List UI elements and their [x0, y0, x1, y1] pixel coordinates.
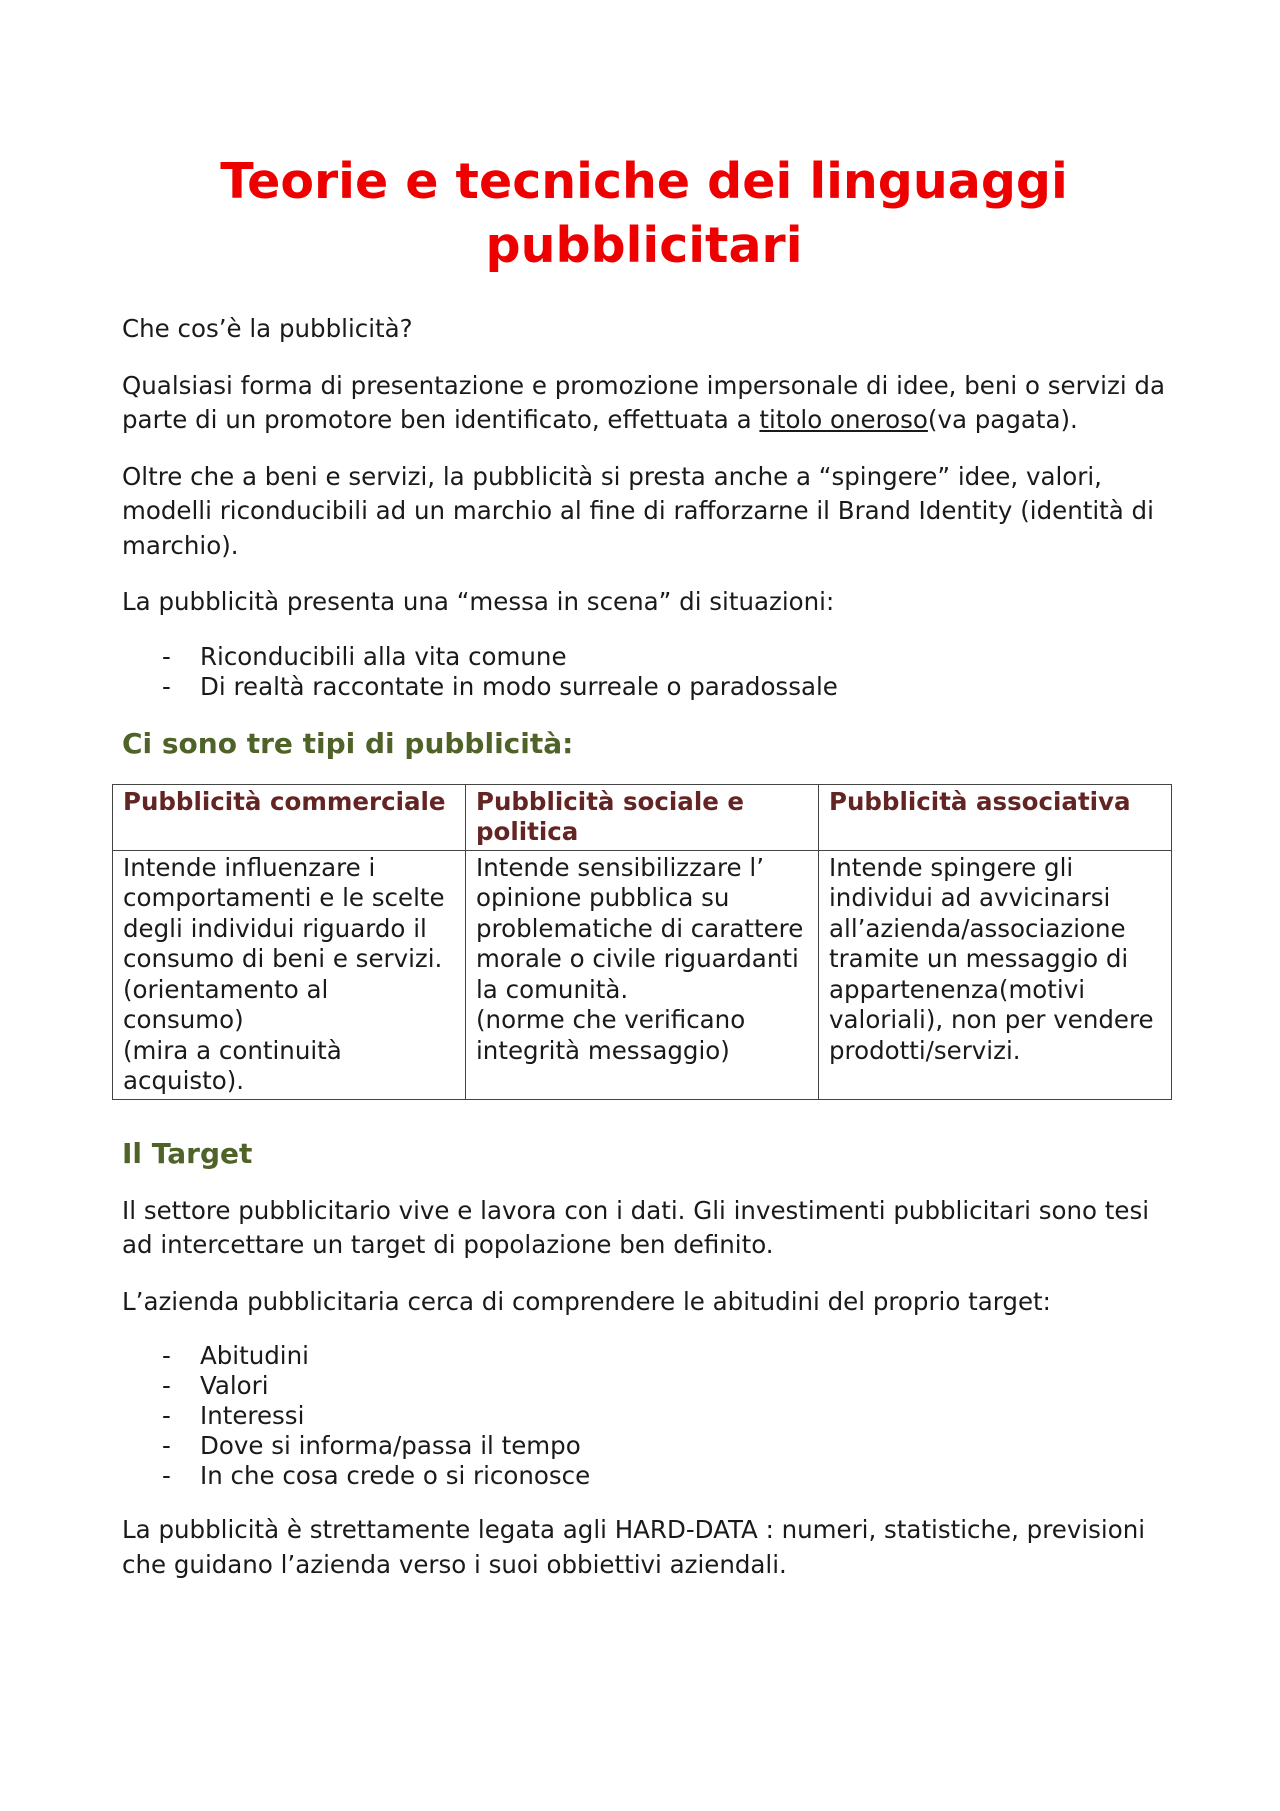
- list-item: - Di realtà raccontate in modo surreale o paradossale: [162, 671, 838, 701]
- target-paragraph-hard-data: La pubblicità è strettamente legata agli HARD-DATA : numeri, statistiche, previsioni che guidano l’azienda verso i suoi obbiettivi aziendali.: [122, 1515, 1146, 1579]
- list-dash: -: [162, 1431, 171, 1460]
- list-dash: -: [162, 1341, 171, 1370]
- table-header-row: [113, 784, 1172, 850]
- list-item: - In che cosa crede o si riconosce: [162, 1461, 591, 1490]
- list-item: - Valori: [162, 1371, 269, 1400]
- spacer: [122, 1100, 1166, 1134]
- section-heading-types: Ci sono tre tipi di pubblicità:: [122, 726, 574, 760]
- table-cell-associative: Intende spingere gli individui ad avvicinarsi all’azienda/associazione tramite un messaggio di appartenenza(motivi valoriali), non per vendere prodotti/servizi.: [819, 850, 1172, 1099]
- list-dash: -: [162, 641, 171, 671]
- list-item: - Interessi: [162, 1401, 305, 1430]
- definition-text-post: (va pagata).: [927, 405, 1078, 434]
- list-item: - Dove si informa/passa il tempo: [162, 1431, 581, 1460]
- table-row: [113, 850, 1172, 1099]
- intro-paragraph-scene: La pubblicità presenta una “messa in scena” di situazioni:: [122, 587, 835, 616]
- intro-paragraph-brand: Oltre che a beni e servizi, la pubblicità si presta anche a “spingere” idee, valori, modelli riconducibili ad un marchio al fine di rafforzarne il Brand Identity (identità di marchio).: [122, 461, 1154, 560]
- section-heading-target: Il Target: [122, 1136, 253, 1170]
- target-list: [122, 1341, 1166, 1491]
- list-dash: -: [162, 1371, 171, 1400]
- table-header-social: Pubblicità sociale e politica: [466, 784, 819, 850]
- intro-definition: [122, 369, 1166, 438]
- document-title: Teorie e tecniche dei linguaggi pubblicitari: [220, 153, 1068, 274]
- list-item: - Abitudini: [162, 1341, 309, 1370]
- target-paragraph-habits: L’azienda pubblicitaria cerca di comprendere le abitudini del proprio target:: [122, 1286, 1051, 1316]
- definition-underlined-term: titolo oneroso: [759, 405, 928, 434]
- target-paragraph-data: Il settore pubblicitario vive e lavora con i dati. Gli investimenti pubblicitari sono tesi ad intercettare un target di popolazione ben definito.: [122, 1195, 1150, 1259]
- advertising-types-table: [112, 784, 1172, 1100]
- list-item: - Riconducibili alla vita comune: [162, 641, 567, 671]
- scene-list: [122, 642, 1166, 702]
- list-dash: -: [162, 1401, 171, 1430]
- definition-text-pre: Qualsiasi forma di presentazione e promozione impersonale di idee, beni o servizi da parte di un promotore ben identificato, effettuata a: [122, 370, 1165, 434]
- list-dash: -: [162, 1461, 171, 1490]
- table-header-commercial: Pubblicità commerciale: [113, 784, 466, 850]
- list-dash: -: [162, 671, 171, 701]
- table-header-associative: Pubblicità associativa: [819, 784, 1172, 850]
- table-cell-social: Intende sensibilizzare l’ opinione pubblica su problematiche di carattere morale o civile riguardanti la comunità. (norme che verificano integrità messaggio): [466, 850, 819, 1099]
- table-cell-commercial: Intende influenzare i comportamenti e le scelte degli individui riguardo il consumo di beni e servizi. (orientamento al consumo) (mira a continuità acquisto).: [113, 850, 466, 1099]
- intro-question: Che cos’è la pubblicità?: [122, 314, 413, 343]
